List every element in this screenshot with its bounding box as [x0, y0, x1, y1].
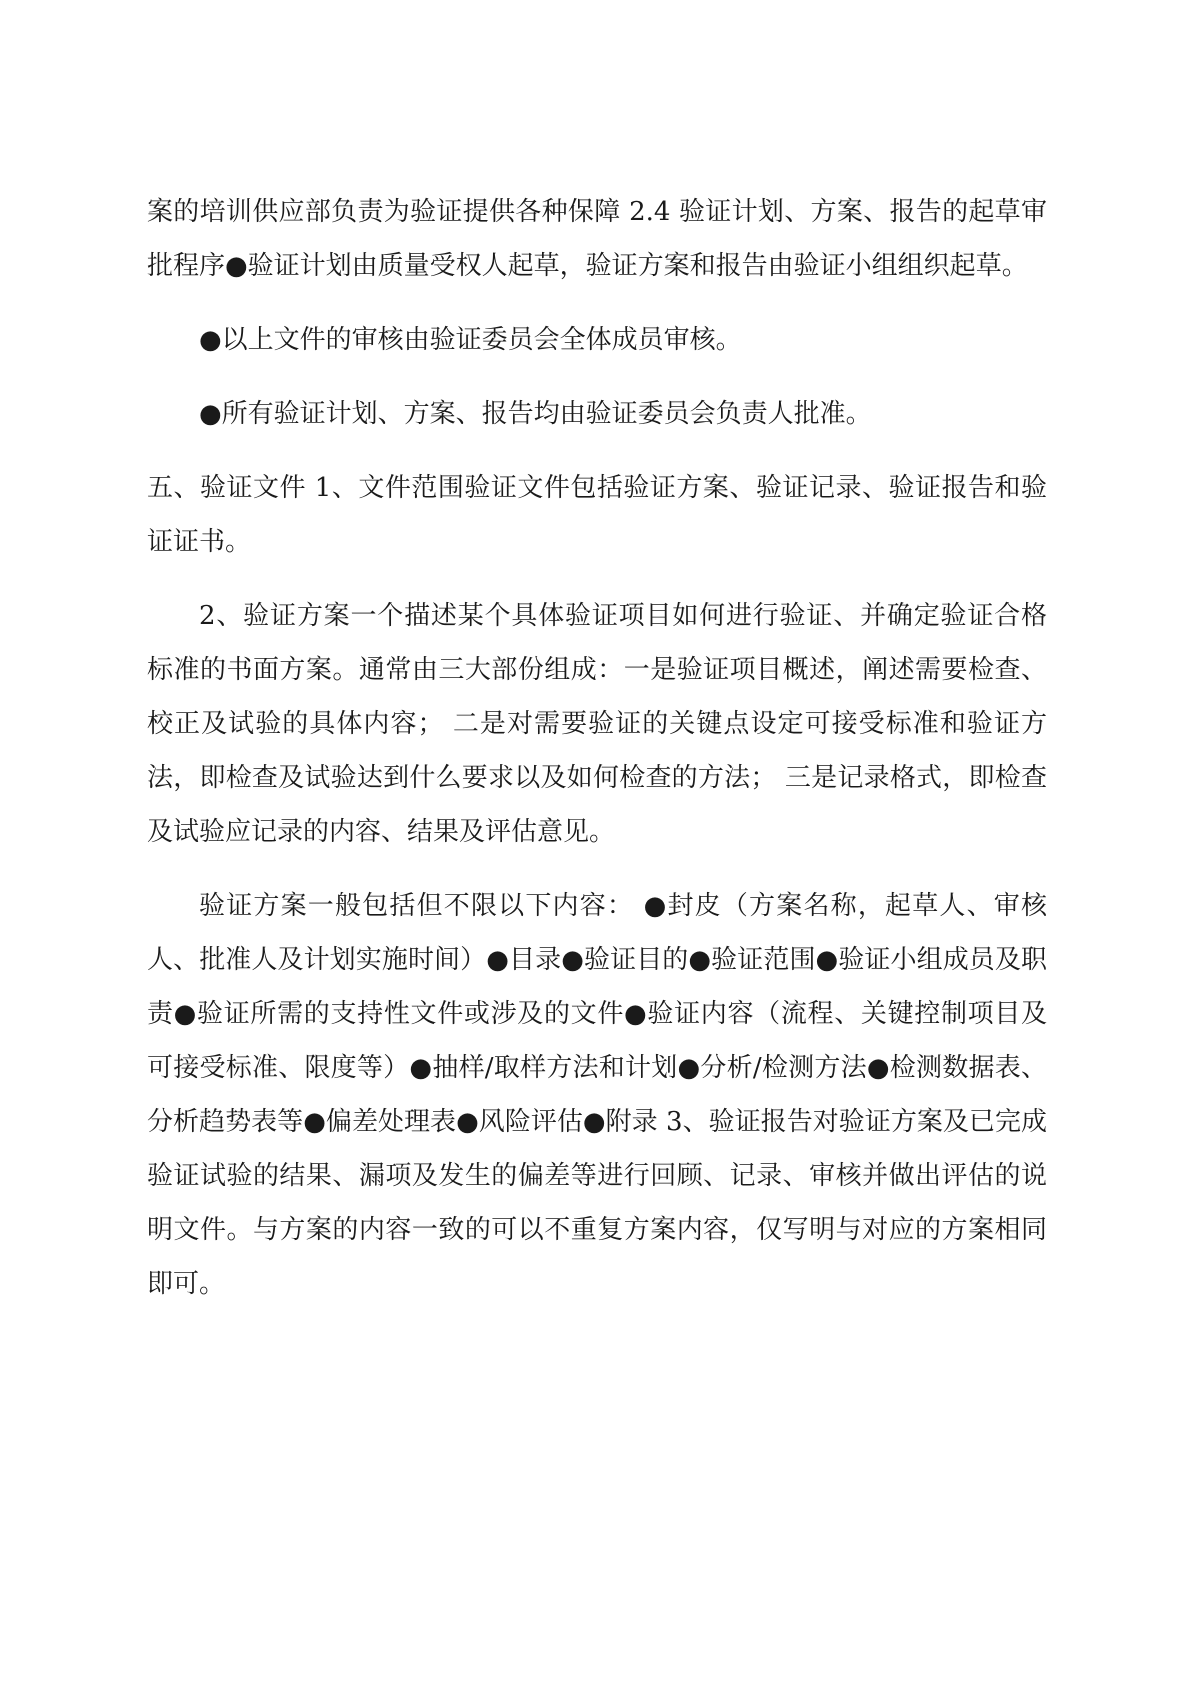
paragraph-5: 2、验证方案一个描述某个具体验证项目如何进行验证、并确定验证合格标准的书面方案。通常由三大部份组成：一是验证项目概述，阐述需要检查、校正及试验的具体内容； 二是对需要验证的关键点设定可接受标准和验证方法，即检查及试验达到什么要求以及如何检查的方法； 三是记录格式，即检查及试验应记录的内容、结果及评估意见。 — [147, 601, 1047, 847]
paragraph-4: 五、验证文件 1、文件范围验证文件包括验证方案、验证记录、验证报告和验证证书。 — [147, 473, 1047, 557]
paragraph-1: 案的培训供应部负责为验证提供各种保障 2.4 验证计划、方案、报告的起草审批程序●验证计划由质量受权人起草，验证方案和报告由验证小组组织起草。 — [147, 197, 1047, 281]
paragraph-6: 验证方案一般包括但不限以下内容： ●封皮（方案名称，起草人、审核人、批准人及计划实施时间）●目录●验证目的●验证范围●验证小组成员及职责●验证所需的支持性文件或涉及的文件●验证内容（流程、关键控制项目及可接受标准、限度等）●抽样/取样方法和计划●分析/检测方法●检测数据表、分析趋势表等●偏差处理表●风险评估●附录 3、验证报告对验证方案及已完成验证试验的结果、漏项及发生的偏差等进行回顾、记录、审核并做出评估的说明文件。与方案的内容一致的可以不重复方案内容，仅写明与对应的方案相同即可。 — [147, 891, 1047, 1299]
paragraph-2: ●以上文件的审核由验证委员会全体成员审核。 — [199, 325, 742, 355]
document-body — [147, 185, 1047, 1331]
paragraph-3: ●所有验证计划、方案、报告均由验证委员会负责人批准。 — [199, 399, 872, 429]
